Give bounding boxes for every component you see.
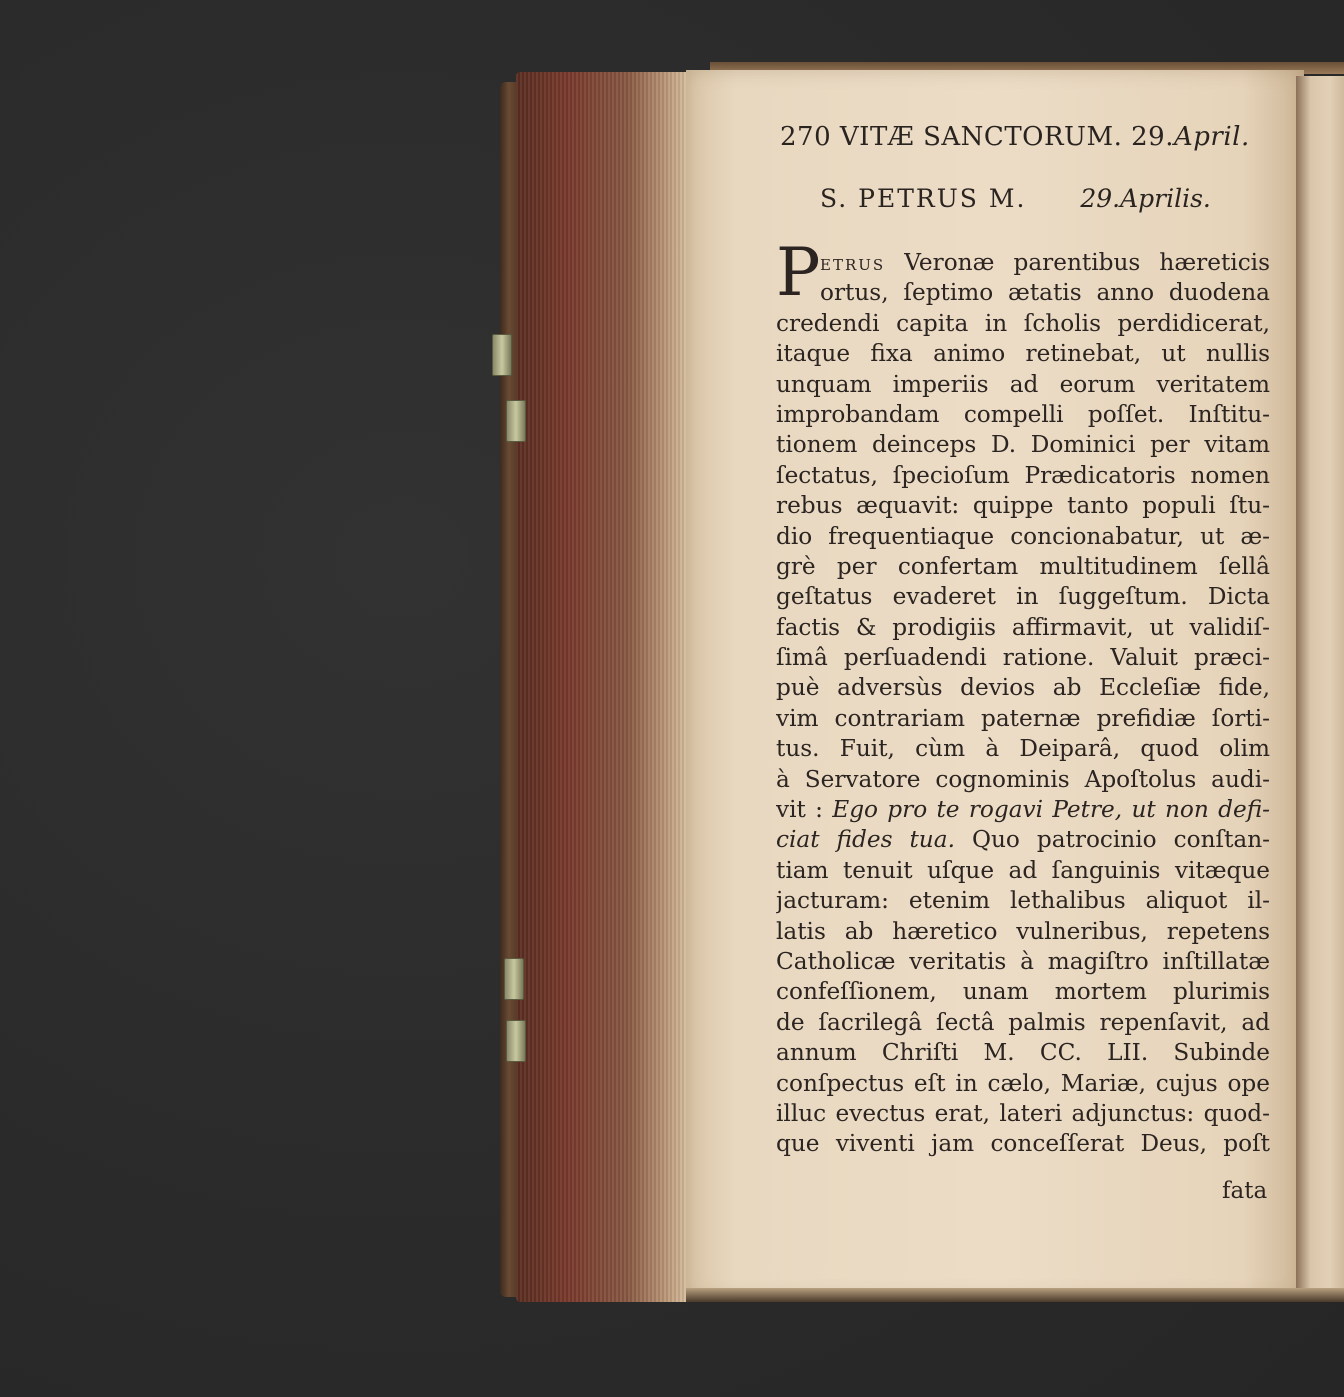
chapter-name: S. PETRUS M.: [820, 184, 1027, 213]
text-line: rebus æquavit: quippe tanto populi ſtu-: [776, 492, 1270, 520]
text-line: vim contrariam paternæ prefidiæ ſorti-: [776, 704, 1270, 732]
clasp-upper: [492, 334, 512, 376]
text-line: unquam imperiis ad eorum veritatem: [776, 370, 1270, 398]
text-line: tiam tenuit uſque ad ſanguinis vitæque: [776, 856, 1270, 884]
text-line: ſectatus, ſpecioſum Prædicatoris nomen: [776, 461, 1270, 489]
clasp-upper-hinge: [506, 400, 526, 442]
text-line: illuc evectus erat, lateri adjunctus: quod-: [776, 1099, 1270, 1127]
gutter-facing-page: [1296, 76, 1344, 1298]
text-line: geſtatus evaderet in ſuggeſtum. Dicta: [776, 583, 1270, 611]
text-line: tus. Fuit, cùm à Deiparâ, quod olim: [776, 735, 1270, 763]
body-text: [776, 248, 1270, 1160]
text-line: tionem deinceps D. Dominici per vitam: [776, 431, 1270, 459]
text-line: puè adversùs devios ab Eccleſiæ fide,: [776, 674, 1270, 702]
page-edges-red: [516, 72, 688, 1302]
text-line: ETRUS Veronæ parentibus hæreticis: [820, 249, 1270, 276]
chapter-date: 29.Aprilis.: [1080, 184, 1211, 213]
text-line: confeſſionem, unam mortem plurimis: [776, 978, 1270, 1006]
text-line: que viventi jam conceſſerat Deus, poſt: [776, 1130, 1270, 1158]
text-line: jacturam: etenim lethalibus aliquot il-: [776, 887, 1270, 915]
text-line: grè per confertam multitudinem ſellâ: [776, 552, 1270, 580]
text-line: conſpectus eſt in cælo, Mariæ, cujus ope: [776, 1069, 1270, 1097]
text-line: de ſacrilegâ ſectâ palmis repenſavit, ad: [776, 1008, 1270, 1036]
text-line: improbandam compelli poſſet. Inſtitu-: [776, 400, 1270, 428]
text-line: Catholicæ veritatis à magiſtro inſtillatæ: [776, 947, 1270, 975]
text-line: latis ab hæretico vulneribus, repetens: [776, 917, 1270, 945]
bottom-edge: [686, 1288, 1344, 1302]
running-head: [780, 122, 1274, 152]
page-number: 270: [780, 122, 832, 152]
clasp-lower-hinge: [506, 1020, 526, 1062]
drop-capital: P: [776, 234, 821, 311]
text-line: dio frequentiaque concionabatur, ut æ-: [776, 522, 1270, 550]
text-line: ciat fides tua. Quo patrocinio conſtan-: [776, 826, 1270, 854]
running-head-month: April.: [1173, 122, 1250, 152]
text-line: ortus, ſeptimo ætatis anno duodena: [820, 279, 1270, 307]
catchword: fata: [1222, 1178, 1268, 1204]
clasp-lower: [504, 958, 524, 1000]
text-line: credendi capita in ſcholis perdidicerat,: [776, 309, 1270, 337]
text-line: à Servatore cognominis Apoſtolus audi-: [776, 765, 1270, 793]
text-line: ſimâ perſuadendi ratione. Valuit præci-: [776, 644, 1270, 672]
running-head-date: 29.: [1131, 122, 1174, 152]
text-line: annum Chriſti M. CC. LII. Subinde: [776, 1039, 1270, 1067]
text-line: factis & prodigiis affirmavit, ut validiſ-: [776, 613, 1270, 641]
running-head-title: VITÆ SANCTORUM.: [839, 122, 1123, 152]
text-line: vit : Ego pro te rogavi Petre, ut non defi-: [776, 796, 1270, 824]
text-line: itaque fixa animo retinebat, ut nullis: [776, 340, 1270, 368]
chapter-title: [820, 184, 1240, 213]
